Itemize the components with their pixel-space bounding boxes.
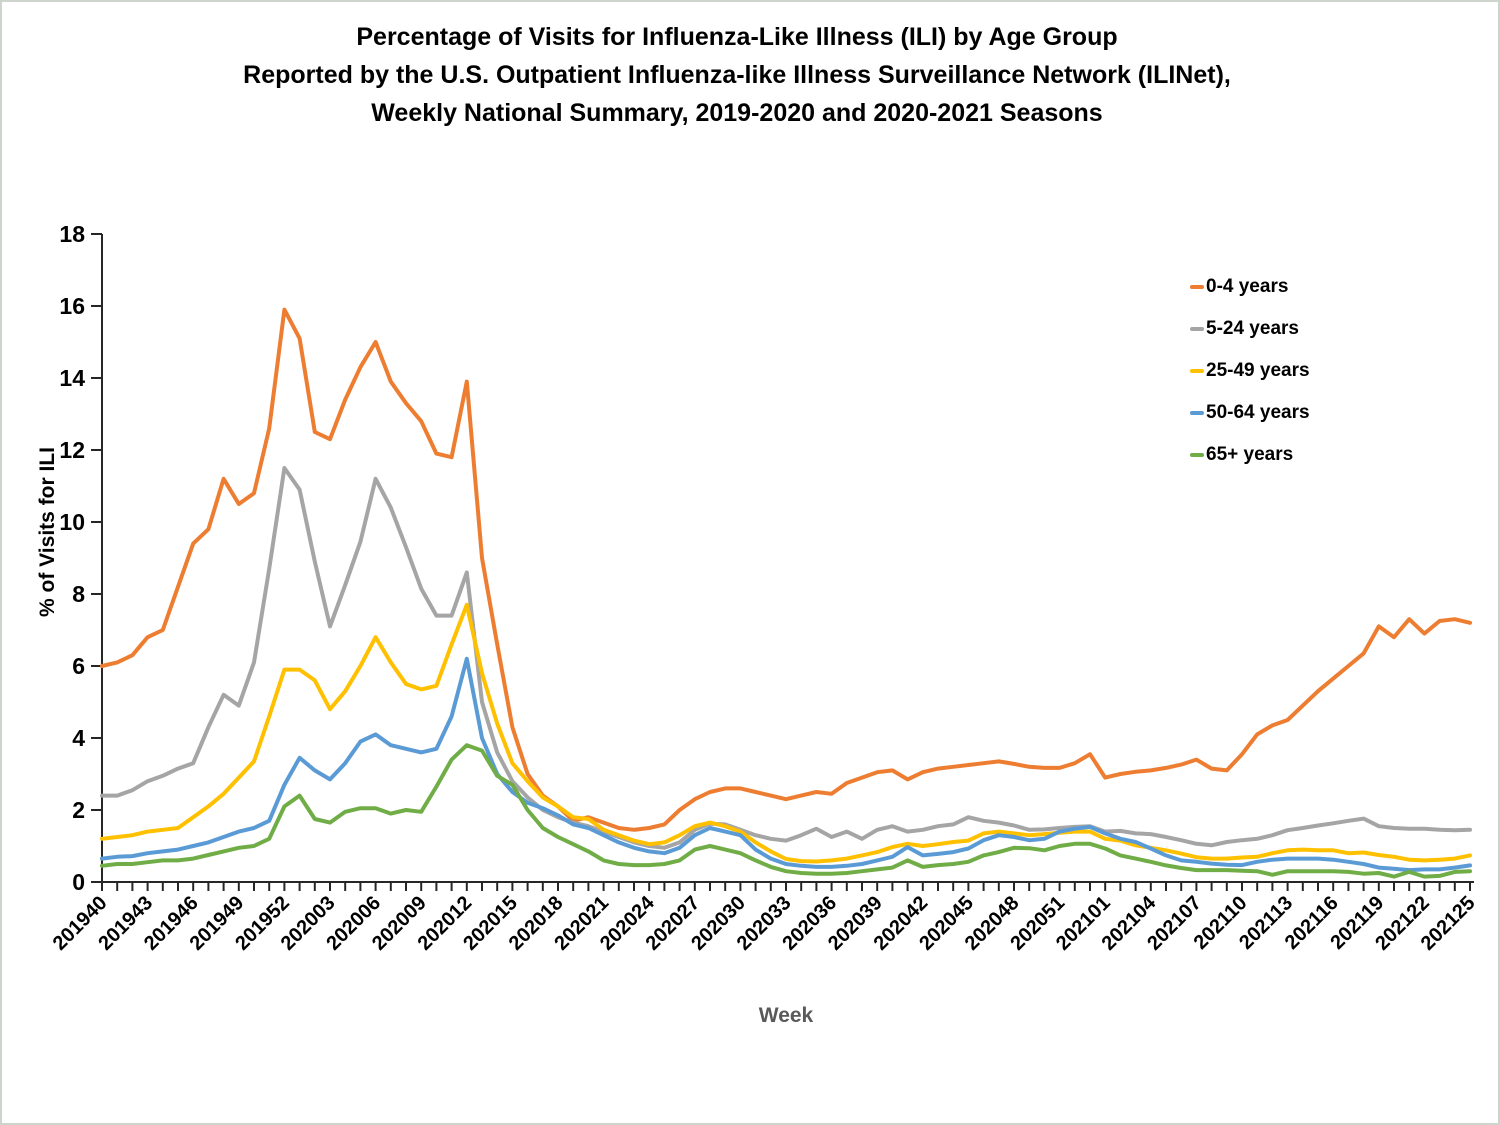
- x-tick-label: 202024: [595, 891, 659, 955]
- x-tick-label: 201952: [231, 891, 294, 955]
- y-tick-label: 6: [72, 653, 85, 679]
- y-tick-label: 10: [59, 509, 85, 535]
- x-tick-label: 202116: [1280, 891, 1343, 954]
- legend-swatch-icon: [1190, 369, 1204, 374]
- x-tick-label: 202003: [276, 891, 340, 955]
- legend-label: 65+ years: [1206, 444, 1294, 465]
- x-tick-label: 201946: [139, 891, 203, 955]
- x-tick-label: 202122: [1371, 891, 1434, 955]
- x-tick-label: 202107: [1143, 891, 1206, 955]
- x-tick-label: 202009: [367, 891, 431, 955]
- legend-swatch-icon: [1190, 453, 1204, 458]
- x-tick-label: 202021: [550, 891, 614, 955]
- x-tick-label: 202104: [1097, 891, 1161, 955]
- chart-title-line-3: Weekly National Summary, 2019-2020 and 2020-2021 Seasons: [371, 99, 1103, 127]
- x-tick-label: 202018: [504, 891, 568, 955]
- chart-title-line-1: Percentage of Visits for Influenza-Like Illness (ILI) by Age Group: [356, 23, 1118, 51]
- x-tick-label: 202006: [322, 891, 386, 955]
- y-axis-title: % of Visits for ILI: [36, 447, 59, 617]
- legend-item-65-years: [1190, 444, 1310, 466]
- line-chart-plot: [2, 2, 1500, 1125]
- series-line-5-24-years: [102, 468, 1470, 848]
- legend-item-50-64-years: [1190, 402, 1310, 424]
- legend-item-5-24-years: [1190, 318, 1310, 340]
- legend-label: 50-64 years: [1206, 402, 1310, 423]
- x-tick-label: 202113: [1235, 891, 1298, 954]
- x-tick-label: 202048: [960, 891, 1024, 955]
- x-tick-label: 202042: [869, 891, 933, 955]
- x-tick-label: 202119: [1326, 891, 1389, 954]
- legend-label: 0-4 years: [1206, 276, 1289, 297]
- x-tick-label: 202045: [915, 891, 978, 955]
- legend-swatch-icon: [1190, 411, 1204, 416]
- x-axis-title: Week: [758, 1004, 814, 1027]
- x-tick-label: 202110: [1189, 891, 1252, 954]
- x-tick-label: 202051: [1006, 891, 1070, 955]
- x-tick-label: 202039: [823, 891, 887, 955]
- x-tick-label: 202012: [413, 891, 477, 955]
- legend-label: 25-49 years: [1206, 360, 1310, 381]
- y-tick-label: 12: [59, 437, 85, 463]
- y-tick-label: 4: [72, 725, 85, 751]
- x-tick-label: 202036: [778, 891, 842, 955]
- x-tick-label: 201943: [94, 891, 158, 955]
- x-tick-label: 201949: [185, 891, 249, 955]
- series-line-25-49-years: [102, 605, 1470, 862]
- x-tick-label: 202030: [687, 891, 750, 955]
- y-tick-label: 0: [72, 869, 85, 895]
- x-tick-label: 202125: [1416, 891, 1480, 955]
- y-tick-label: 18: [59, 221, 85, 247]
- y-tick-label: 2: [72, 797, 85, 823]
- legend-label: 5-24 years: [1206, 318, 1299, 339]
- legend-swatch-icon: [1190, 327, 1204, 332]
- x-tick-label: 202015: [459, 891, 522, 955]
- x-tick-label: 202101: [1051, 891, 1115, 955]
- legend-item-25-49-years: [1190, 360, 1310, 382]
- x-tick-label: 202033: [732, 891, 796, 955]
- x-tick-label: 201940: [48, 891, 112, 955]
- chart-legend: [1190, 276, 1310, 486]
- y-tick-label: 8: [72, 581, 85, 607]
- legend-swatch-icon: [1190, 285, 1204, 290]
- y-tick-label: 14: [59, 365, 85, 391]
- x-tick-label: 202027: [641, 891, 705, 955]
- legend-item-0-4-years: [1190, 276, 1310, 298]
- chart-title-line-2: Reported by the U.S. Outpatient Influenza-like Illness Surveillance Network (ILINet),: [243, 61, 1231, 89]
- y-tick-label: 16: [59, 293, 85, 319]
